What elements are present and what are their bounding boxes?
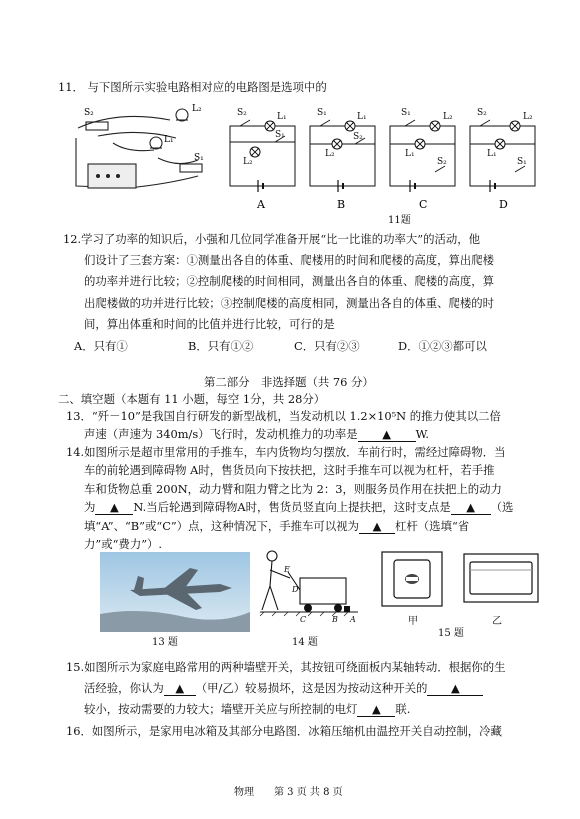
q12-line3: 的功率并进行比较；②控制爬楼的时间相同，测量出各自的体重、爬楼的高度，算 bbox=[84, 274, 495, 288]
q14-line5-a: 填“A”、“B”或“C”）点，这种情况下，手推车可以视为 bbox=[84, 519, 359, 533]
svg-text:L₂: L₂ bbox=[325, 149, 335, 159]
q13-answer-blank[interactable]: ▲ bbox=[358, 427, 416, 442]
q15-line3-a: 较小，按动需要的力较大；墙壁开关应与所控制的电灯 bbox=[84, 702, 358, 716]
page-footer: 物理 第 3 页 共 8 页 bbox=[234, 787, 343, 798]
cart-label-e: E bbox=[284, 565, 290, 574]
q15-answer-blank-2[interactable]: ▲ bbox=[427, 681, 483, 696]
cart-label-c: C bbox=[300, 615, 307, 624]
q15-line3-b: 联. bbox=[395, 702, 411, 716]
q12-line4: 出爬楼做的功并进行比较；③控制爬楼的高度相同，测量出各自的体重、爬楼的时 bbox=[84, 296, 495, 310]
q13-unit: W. bbox=[415, 427, 430, 441]
q13-line2-text: 声速（声速为 340m/s）飞行时，发动机推力的功率是 bbox=[84, 427, 358, 441]
fig13-caption: 13 题 bbox=[152, 637, 178, 648]
q12-option-d: D．①②③都可以 bbox=[398, 339, 487, 353]
cart-label-b: B bbox=[332, 615, 338, 624]
svg-text:S₁: S₁ bbox=[517, 157, 527, 167]
q14-line4-c: （选 bbox=[490, 500, 514, 514]
q12-line1: 12.学习了功率的知识后，小强和几位同学准备开展“比一比谁的功率大”的活动，他 bbox=[63, 232, 481, 246]
svg-text:L₁: L₁ bbox=[357, 112, 367, 122]
wall-switches-figure bbox=[378, 548, 540, 610]
switch-jia-label: 甲 bbox=[408, 616, 418, 627]
svg-text:L₁: L₁ bbox=[405, 149, 415, 159]
q13-line2 bbox=[84, 427, 429, 442]
photo-l1-label: L₁ bbox=[164, 135, 174, 145]
q14-answer-blank-2[interactable]: ▲ bbox=[451, 500, 491, 515]
q12-line2: 们设计了三套方案：①测量出各自的体重、爬楼用的时间和爬楼的高度，算出爬楼 bbox=[84, 253, 495, 267]
photo-s2-label: S₂ bbox=[84, 108, 94, 118]
svg-text:L₂: L₂ bbox=[523, 112, 533, 122]
q14-answer-blank-1[interactable]: ▲ bbox=[95, 500, 133, 515]
q12-option-b: B．只有①② bbox=[188, 339, 254, 353]
q14-line4 bbox=[84, 500, 513, 515]
q12-option-a: A．只有① bbox=[74, 339, 128, 353]
svg-text:S₁: S₁ bbox=[401, 108, 411, 118]
svg-text:L₁: L₁ bbox=[277, 112, 287, 122]
fig14-caption: 14 题 bbox=[292, 637, 318, 648]
q15-answer-blank-3[interactable]: ▲ bbox=[357, 702, 395, 717]
q12-option-c: C．只有②③ bbox=[294, 339, 360, 353]
part2-heading: 第二部分 非选择题（共 76 分） bbox=[204, 375, 374, 389]
option-b-label: B bbox=[337, 198, 346, 211]
svg-text:S₂: S₂ bbox=[353, 132, 363, 142]
q14-line4-a: 为 bbox=[84, 500, 96, 514]
section-heading: 二、填空题（本题有 11 小题，每空 1分，共 28分） bbox=[58, 392, 326, 406]
q14-line2: 车的前轮遇到障碍物 A时，售货员向下按扶把，这时手推车可以视为杠杆，若手推 bbox=[84, 463, 495, 477]
q15-line2-b: （甲/乙）较易损坏，这是因为按动这种开关的 bbox=[195, 681, 428, 695]
cart-label-a: A bbox=[350, 615, 356, 624]
option-a-label: A bbox=[257, 198, 265, 211]
fighter-jet-photo bbox=[100, 552, 250, 632]
fig15-caption: 15 题 bbox=[438, 628, 464, 639]
q15-line2 bbox=[84, 681, 483, 696]
q14-line4-b: N.当后轮遇到障碍物A时，售货员竖直向上提扶把，这时支点是 bbox=[133, 500, 451, 514]
q11-figure-caption: 11题 bbox=[388, 215, 411, 226]
option-c-label: C bbox=[419, 198, 428, 211]
q14-line3: 车和货物总重 200N，动力臂和阻力臂之比为 2：3，则服务员作用在扶把上的动力 bbox=[84, 482, 502, 496]
svg-text:L₂: L₂ bbox=[443, 112, 453, 122]
svg-text:S₂: S₂ bbox=[437, 157, 447, 167]
svg-text:L₂: L₂ bbox=[243, 157, 253, 167]
q14-line6: 力”或“费力”）. bbox=[84, 537, 163, 551]
svg-text:S₂: S₂ bbox=[477, 108, 487, 118]
svg-text:S₂: S₂ bbox=[237, 108, 247, 118]
q11-options-figure bbox=[225, 104, 545, 216]
q14-line1: 14.如图所示是超市里常用的手推车，车内货物均匀摆放．车前行时，需经过障碍物．当 bbox=[66, 445, 506, 459]
q14-answer-blank-3[interactable]: ▲ bbox=[359, 519, 395, 534]
q12-line5: 间，算出体重和时间的比值并进行比较，可行的是 bbox=[84, 317, 335, 331]
q15-line3 bbox=[84, 702, 410, 717]
photo-s1-label: S₁ bbox=[194, 153, 204, 163]
q15-answer-blank-1[interactable]: ▲ bbox=[164, 681, 196, 696]
q11-circuit-photo bbox=[58, 98, 218, 198]
option-d-label: D bbox=[499, 198, 508, 211]
q14-line5 bbox=[84, 519, 469, 534]
q13-line1: 13．“歼－10”是我国自行研发的新型战机，当发动机以 1.2×10⁵N 的推力使其以二倍 bbox=[66, 409, 501, 423]
svg-text:S₁: S₁ bbox=[317, 108, 327, 118]
photo-l2-label: L₂ bbox=[192, 104, 202, 114]
q11-stem: 11． 与下图所示实验电路相对应的电路图是选项中的 bbox=[58, 80, 327, 94]
q15-line2-a: 活经验，你认为 bbox=[84, 681, 164, 695]
q16-line1: 16．如图所示，是家用电冰箱及其部分电路图．冰箱压缩机由温控开关自动控制，冷藏 bbox=[66, 724, 502, 738]
q14-line5-b: 杠杆（选填“省 bbox=[395, 519, 470, 533]
svg-text:L₁: L₁ bbox=[487, 149, 497, 159]
switch-yi-label: 乙 bbox=[492, 616, 502, 627]
cart-label-d: D bbox=[292, 585, 299, 594]
cart-diagram bbox=[258, 548, 368, 628]
q15-line1: 15.如图所示为家庭电路常用的两种墙壁开关，其按钮可绕面板内某轴转动．根据你的生 bbox=[66, 660, 506, 674]
svg-text:S₁: S₁ bbox=[275, 130, 285, 140]
